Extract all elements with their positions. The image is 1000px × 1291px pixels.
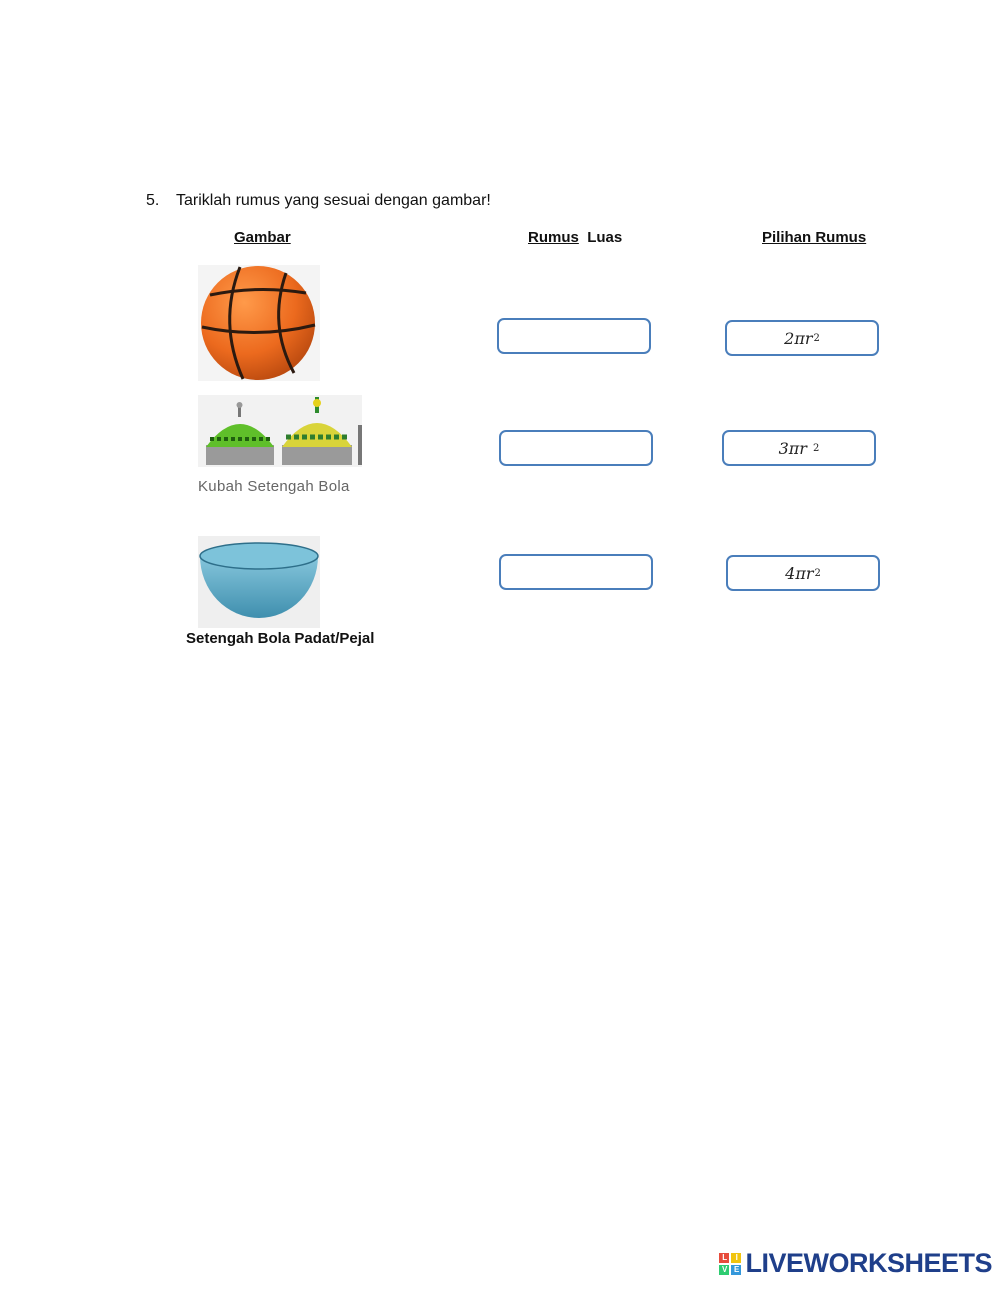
hemisphere-image [198, 536, 320, 628]
formula-option-2pir2[interactable] [725, 320, 879, 356]
answer-box-1[interactable] [497, 318, 651, 354]
answer-box-2[interactable] [499, 430, 653, 466]
formula-option-text: 4πr [785, 563, 814, 583]
formula-exponent: 2 [813, 442, 820, 454]
formula-option-text: 3πr [778, 438, 807, 458]
question-text [146, 192, 491, 210]
answer-box-3[interactable] [499, 554, 653, 590]
dome-caption: Kubah Setengah Bola [198, 478, 350, 495]
header-pilihan-rumus: Pilihan Rumus [762, 229, 867, 246]
header-gambar: Gambar [234, 229, 291, 246]
formula-exponent: 2 [814, 567, 821, 579]
logo-mark-icon: L I V E [719, 1253, 741, 1275]
question-number: 5. [146, 192, 160, 209]
formula-exponent: 2 [813, 332, 820, 344]
liveworksheets-logo [719, 1248, 992, 1279]
header-rumus-luas: Rumus Luas [528, 229, 623, 246]
basketball-image [198, 265, 320, 381]
question-prompt: Tariklah rumus yang sesuai dengan gambar! [176, 192, 491, 209]
formula-option-4pir2[interactable] [726, 555, 880, 591]
formula-option-3pir2[interactable] [722, 430, 876, 466]
hemisphere-caption: Setengah Bola Padat/Pejal [186, 630, 375, 647]
mosque-domes-image [198, 395, 362, 467]
logo-text: LIVEWORKSHEETS [745, 1248, 992, 1278]
formula-option-text: 2πr [784, 328, 813, 348]
